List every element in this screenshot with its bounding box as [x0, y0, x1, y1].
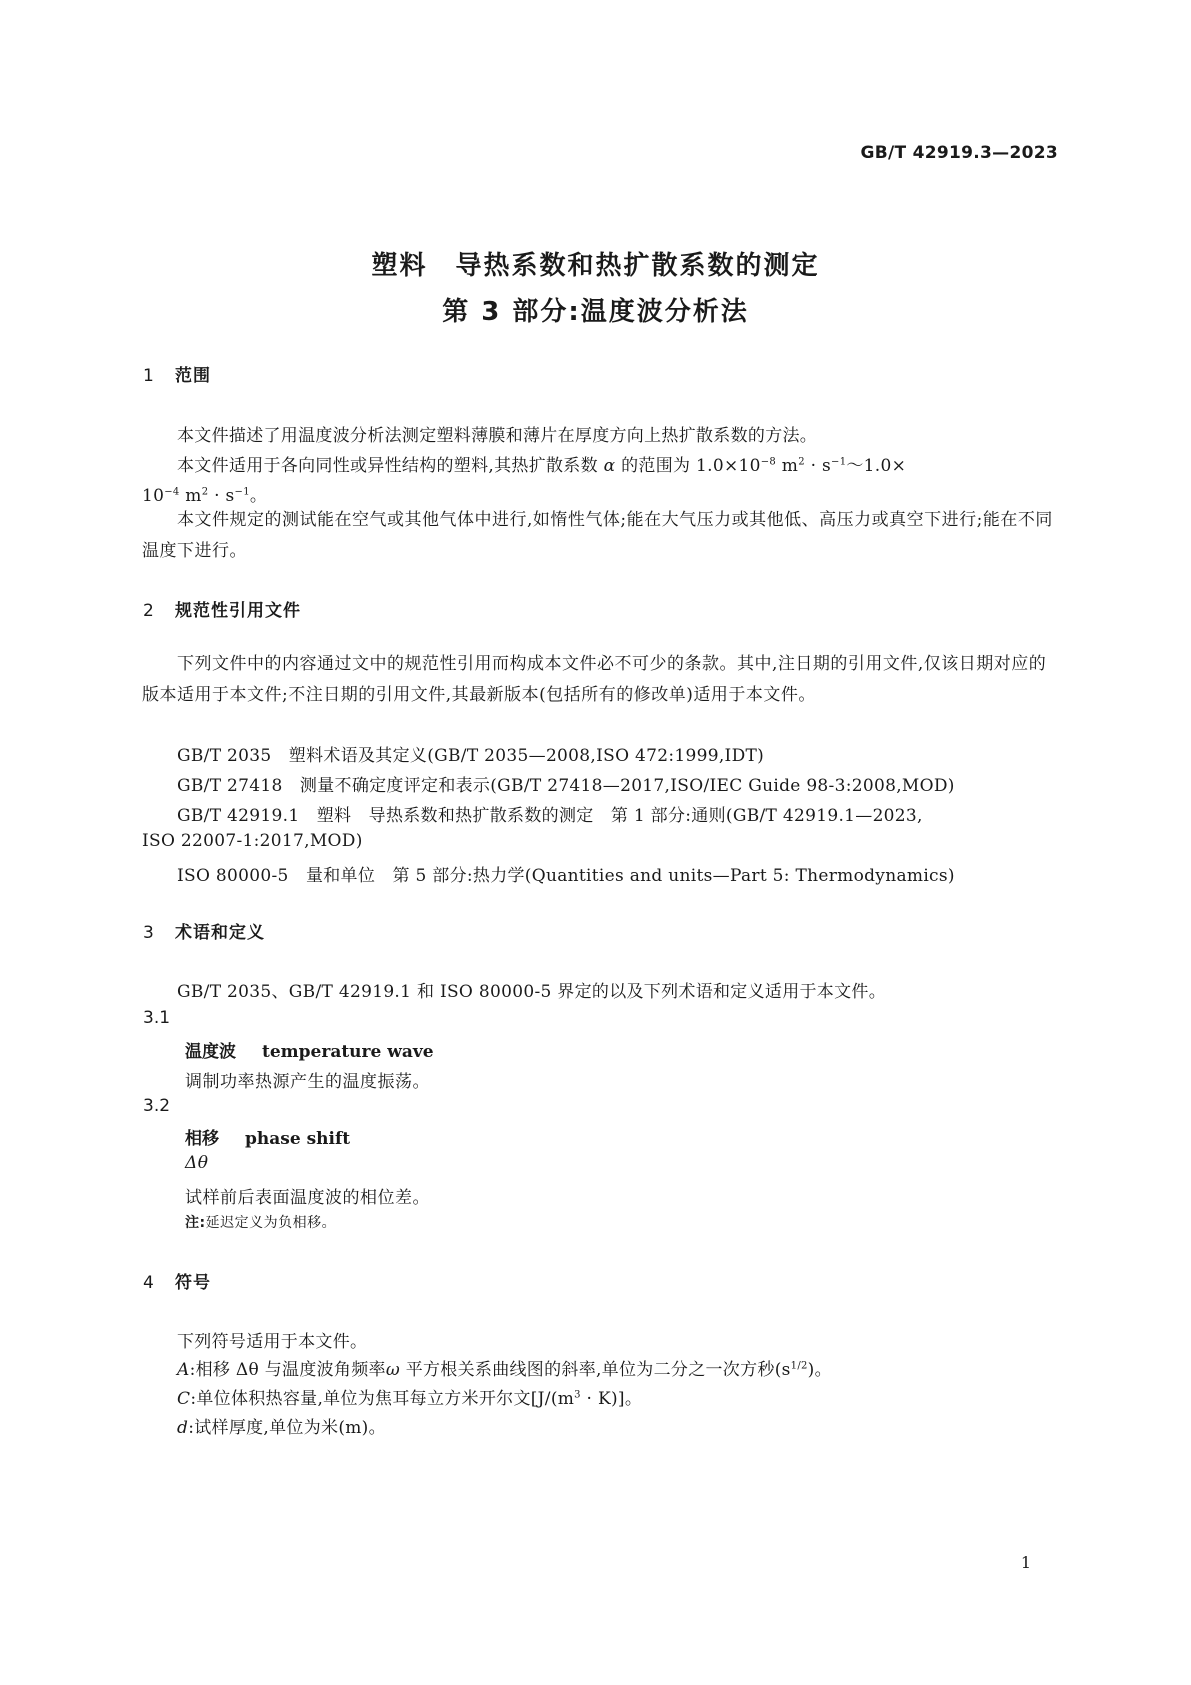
scope-paragraph-2: 本文件适用于各向同性或异性结构的塑料,其热扩散系数 α 的范围为 $1.0\times 10^{-8}$ $m^2$ · $s^{-1}\sim 1.0\times$ [177, 456, 907, 476]
reference-item: ISO 80000-5 量和单位 第 5 部分:热力学(Quantities and units—Part 5: Thermodynamics) [177, 866, 955, 886]
section-heading-scope [143, 361, 211, 386]
term-entry: 相移 phase shift [185, 1129, 351, 1149]
scope-paragraph-1: 本文件描述了用温度波分析法测定塑料薄膜和薄片在厚度方向上热扩散系数的方法。 [177, 426, 818, 446]
section-number: 2 [143, 601, 155, 621]
references-intro: 下列文件中的内容通过文中的规范性引用而构成本文件必不可少的条款。其中,注日期的引用文件,仅该日期对应的版本适用于本文件;不注日期的引用文件,其最新版本(包括所有的修改单)适用于本文件。 [142, 654, 1047, 705]
term-entry: 温度波 temperature wave [185, 1042, 434, 1062]
section-title: 规范性引用文件 [175, 601, 301, 621]
symbol-definition-a: A:相移 Δθ 与温度波角频率ω 平方根关系曲线图的斜率,单位为二分之一次方秒$(s^{1/2})$。 [177, 1360, 832, 1380]
terms-intro: GB/T 2035、GB/T 42919.1 和 ISO 80000-5 界定的以及下列术语和定义适用于本文件。 [177, 982, 887, 1002]
term-definition: 调制功率热源产生的温度振荡。 [185, 1072, 430, 1092]
term-number: 3.2 [143, 1096, 171, 1116]
term-note: 注:延迟定义为负相移。 [185, 1215, 337, 1231]
reference-item: GB/T 42919.1 塑料 导热系数和热扩散系数的测定 第 1 部分:通则(GB/T 42919.1—2023, [177, 806, 923, 826]
section-title: 术语和定义 [175, 923, 265, 943]
section-title: 范围 [175, 366, 211, 386]
term-symbol: Δθ [185, 1153, 209, 1173]
section-number: 4 [143, 1273, 155, 1293]
scope-paragraph-3: 本文件规定的测试能在空气或其他气体中进行,如惰性气体;能在大气压力或其他低、高压力或真空下进行;能在不同温度下进行。 [142, 510, 1053, 561]
symbol-definition-d: d:试样厚度,单位为米(m)。 [177, 1418, 386, 1438]
symbols-intro: 下列符号适用于本文件。 [177, 1332, 368, 1352]
section-number: 3 [143, 923, 155, 943]
term-definition: 试样前后表面温度波的相位差。 [185, 1188, 430, 1208]
term-number: 3.1 [143, 1008, 171, 1028]
reference-item-cont: ISO 22007-1:2017,MOD) [142, 831, 363, 851]
symbol-definition-c: C:单位体积热容量,单位为焦耳每立方米开尔文$[J/(m^3 \cdot K)]$。 [177, 1389, 643, 1409]
scope-paragraph-2-cont: $10^{-4}$ $m^2 \cdot s^{-1}$。 [142, 486, 268, 506]
section-heading-terms [143, 918, 265, 943]
reference-item: GB/T 27418 测量不确定度评定和表示(GB/T 27418—2017,ISO/IEC Guide 98-3:2008,MOD) [177, 776, 955, 796]
section-heading-normative-references [143, 596, 301, 621]
document-code: GB/T 42919.3—2023 [860, 143, 1058, 163]
section-heading-symbols [143, 1268, 211, 1293]
document-title-line2: 第 3 部分:温度波分析法 [442, 297, 749, 327]
section-number: 1 [143, 366, 155, 386]
document-title-line1: 塑料 导热系数和热扩散系数的测定 [371, 251, 820, 281]
reference-item: GB/T 2035 塑料术语及其定义(GB/T 2035—2008,ISO 472:1999,IDT) [177, 746, 765, 766]
section-title: 符号 [175, 1273, 211, 1293]
page-number: 1 [1020, 1553, 1031, 1572]
